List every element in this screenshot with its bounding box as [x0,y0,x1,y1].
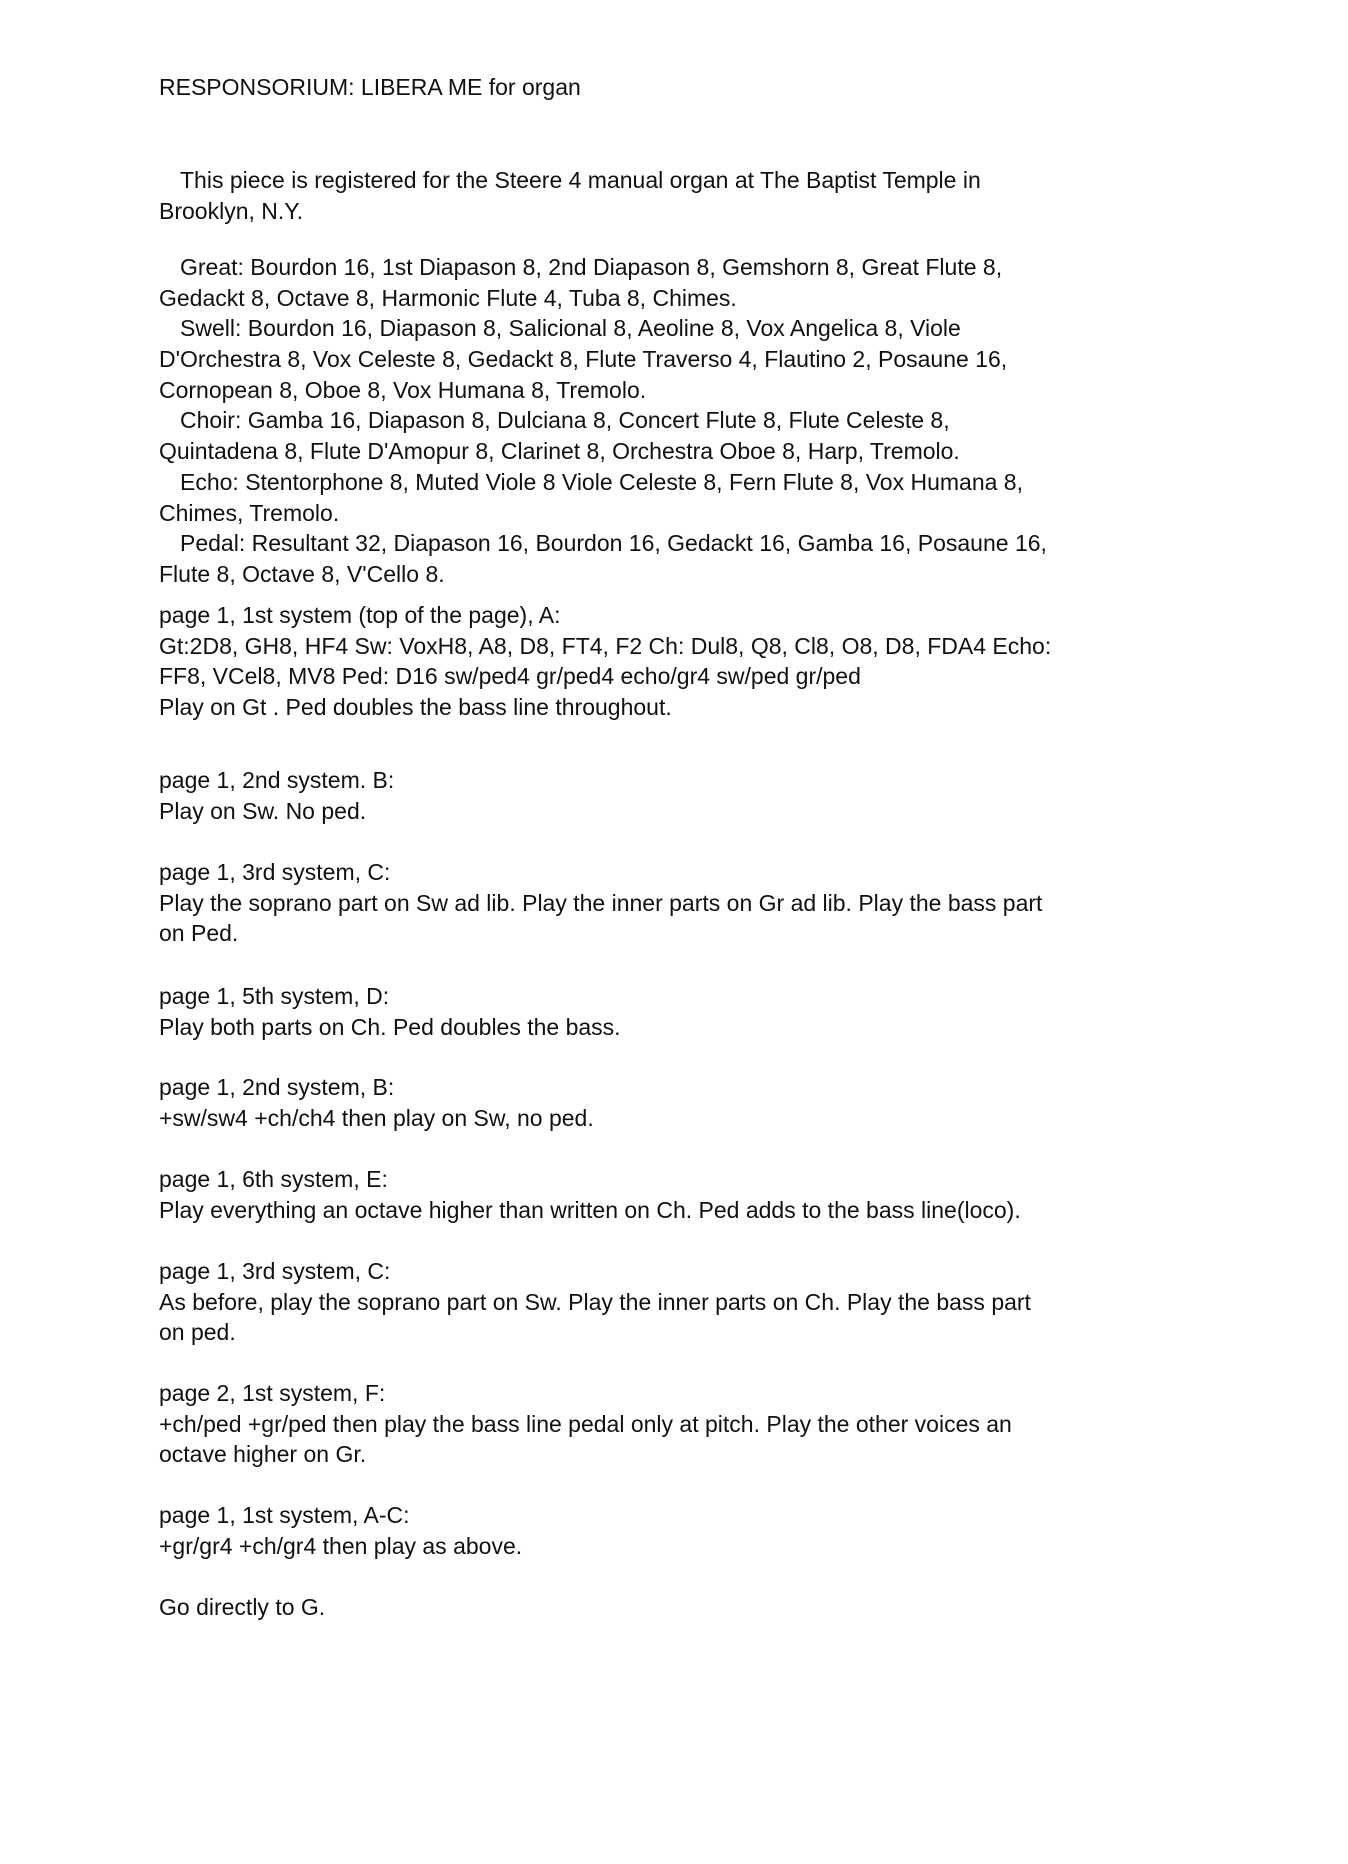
stop-line-pedal: Pedal: Resultant 32, Diapason 16, Bourdon 16, Gedackt 16, Gamba 16, Posaune 16, [180,530,1047,557]
section-text-line: FF8, VCel8, MV8 Ped: D16 sw/ped4 gr/ped4 echo/gr4 sw/ped gr/ped [159,663,861,690]
registration-section [159,1072,1279,1133]
section-heading: page 1, 5th system, D: [159,983,390,1009]
registration-section [159,1256,1279,1348]
section-text-line: Play the soprano part on Sw ad lib. Play the inner parts on Gr ad lib. Play the bass part [159,889,1043,916]
document-title: RESPONSORIUM: LIBERA ME for organ [159,74,581,100]
registration-section [159,857,1279,949]
section-heading: page 1, 1st system, A-C: [159,1502,410,1528]
stop-line-great: Great: Bourdon 16, 1st Diapason 8, 2nd Diapason 8, Gemshorn 8, Great Flute 8, [180,254,1003,280]
intro-paragraph [159,165,1279,226]
registration-section [159,1592,1279,1623]
section-heading: page 1, 3rd system, C: [159,859,391,885]
section-heading: page 2, 1st system, F: [159,1380,386,1406]
stop-line-swell: Swell: Bourdon 16, Diapason 8, Salicional 8, Aeoline 8, Vox Angelica 8, Viole [180,315,961,342]
stop-line: Flute 8, Octave 8, V'Cello 8. [159,560,445,587]
section-heading: page 1, 6th system, E: [159,1166,388,1192]
section-text-line: on Ped. [159,920,239,947]
text-line: This piece is registered for the Steere 4 manual organ at The Baptist Temple in [180,167,981,193]
section-heading: page 1, 2nd system, B: [159,1074,395,1100]
section-text-line: As before, play the soprano part on Sw. Play the inner parts on Ch. Play the bass part [159,1288,1031,1315]
stop-line-echo: Echo: Stentorphone 8, Muted Viole 8 Viole Celeste 8, Fern Flute 8, Vox Humana 8, [180,468,1023,495]
registration-section [159,1164,1279,1225]
section-text-line: +sw/sw4 +ch/ch4 then play on Sw, no ped. [159,1104,594,1131]
section-text-line: +gr/gr4 +ch/gr4 then play as above. [159,1532,523,1559]
section-text-line: +ch/ped +gr/ped then play the bass line pedal only at pitch. Play the other voices an [159,1410,1012,1437]
registration-section [159,765,1279,826]
stop-list [159,252,1279,590]
section-heading: page 1, 2nd system. B: [159,767,395,793]
registration-section [159,600,1279,723]
stop-line: Quintadena 8, Flute D'Amopur 8, Clarinet 8, Orchestra Oboe 8, Harp, Tremolo. [159,438,960,465]
text-line: Brooklyn, N.Y. [159,197,304,224]
stop-line: Chimes, Tremolo. [159,499,340,526]
section-heading: page 1, 1st system (top of the page), A: [159,602,561,628]
section-text-line: on ped. [159,1319,236,1346]
section-heading: page 1, 3rd system, C: [159,1258,391,1284]
section-text-line: octave higher on Gr. [159,1441,367,1468]
registration-section [159,1500,1279,1561]
stop-line-choir: Choir: Gamba 16, Diapason 8, Dulciana 8, Concert Flute 8, Flute Celeste 8, [180,407,950,434]
registration-section [159,1378,1279,1470]
section-heading: Go directly to G. [159,1594,326,1620]
registration-section [159,981,1279,1042]
stop-line: Cornopean 8, Oboe 8, Vox Humana 8, Tremolo. [159,376,647,403]
section-text-line: Play both parts on Ch. Ped doubles the bass. [159,1013,621,1040]
stop-line: D'Orchestra 8, Vox Celeste 8, Gedackt 8, Flute Traverso 4, Flautino 2, Posaune 16, [159,346,1008,373]
section-text-line: Play everything an octave higher than written on Ch. Ped adds to the bass line(loco). [159,1196,1021,1223]
section-text-line: Play on Gt . Ped doubles the bass line throughout. [159,694,672,721]
section-text-line: Play on Sw. No ped. [159,797,367,824]
stop-line: Gedackt 8, Octave 8, Harmonic Flute 4, Tuba 8, Chimes. [159,284,737,311]
section-text-line: Gt:2D8, GH8, HF4 Sw: VoxH8, A8, D8, FT4, F2 Ch: Dul8, Q8, Cl8, O8, D8, FDA4 Echo: [159,632,1052,659]
